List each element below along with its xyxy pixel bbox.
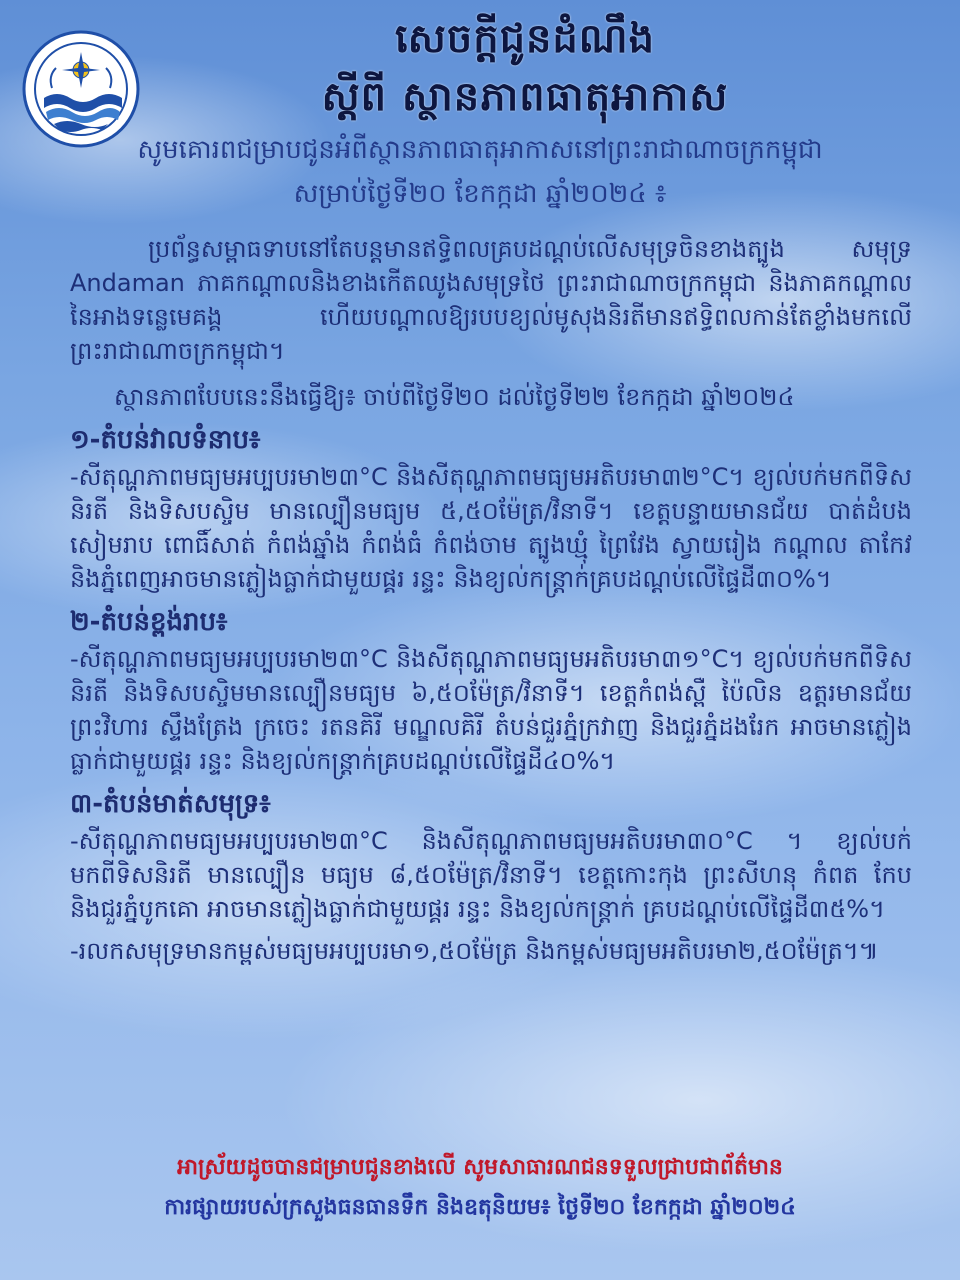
footer-publisher: ការផ្សាយរបស់ក្រសួងធនធានទឹក និងឧតុនិយម៖ ថ្ងៃទី២០ ខែកក្កដា ឆ្នាំ២០២៤	[164, 1195, 796, 1220]
wave-height-text: -រលកសមុទ្រមានកម្ពស់មធ្យមអប្បបរមា១,៥០ម៉ែត្រ និងកម្ពស់មធ្យមអតិបរមា២,៥០ម៉ែត្រ។៕	[70, 937, 879, 965]
footer	[30, 1148, 930, 1228]
forecast-period: ស្ថានភាពបែបនេះនឹងធ្វើឱ្យ៖ ចាប់ពីថ្ងៃទី២០ ដល់ថ្ងៃទី២២ ខែកក្កដា ឆ្នាំ២០២៤	[114, 383, 795, 411]
region-text-coastal: -សីតុណ្ហភាពមធ្យមអប្បបរមា២៣°C និងសីតុណ្ហភាពមធ្យមអតិបរមា៣០°C ។ ខ្យល់បក់មកពីទិសនិរតី មានល្បឿន មធ្យម ៨,៥០ម៉ែត្រ/វិនាទី។ ខេត្តកោះកុង ព្រះសីហនុ កំពត កែប និងជួរភ្នំបូកគោ អាចមានភ្លៀងធ្លាក់ជាមួយផ្គរ រន្ទះ និងខ្យល់កន្ត្រាក់ គ្របដណ្តប់លើផ្ទៃដី៣៥%។	[70, 827, 912, 923]
bulletin-content	[70, 232, 912, 974]
title-block	[150, 10, 900, 126]
page-title-line1: សេចក្តីជូនដំណឹង	[395, 16, 655, 62]
page-title-line2: ស្តីពី ស្ថានភាពធាតុអាកាស	[321, 74, 729, 120]
footer-notice: អាស្រ័យដូចបានជម្រាបជូនខាងលើ សូមសាធារណជនទទួលជ្រាបជាព័ត៌មាន	[177, 1155, 783, 1180]
region-title-lowland: ១-តំបន់វាលទំនាប៖	[70, 425, 261, 455]
intro-block	[40, 128, 920, 216]
intro-line1: សូមគោរពជម្រាបជូនអំពីស្ថានភាពធាតុអាកាសនៅព្រះរាជាណាចក្រកម្ពុជា	[137, 135, 823, 165]
region-title-coastal: ៣-តំបន់មាត់សមុទ្រ៖	[70, 789, 271, 819]
region-text-plateau: -សីតុណ្ហភាពមធ្យមអប្បបរមា២៣°C និងសីតុណ្ហភាពមធ្យមអតិបរមា៣១°C។ ខ្យល់បក់មកពីទិសនិរតី និងទិសបស្ចិមមានល្បឿនមធ្យម ៦,៥០ម៉ែត្រ/វិនាទី។ ខេត្តកំពង់ស្ពឺ ប៉ៃលិន ឧត្តរមានជ័យ ព្រះវិហារ ស្ទឹងត្រែង ក្រចេះ រតនគិរី មណ្ឌលគិរី តំបន់ជួរភ្នំក្រវាញ និងជួរភ្នំដងរែក អាចមានភ្លៀងធ្លាក់ជាមួយផ្គរ រន្ទះ និងខ្យល់កន្ត្រាក់គ្របដណ្តប់លើផ្ទៃដី៤០%។	[70, 645, 912, 775]
region-title-plateau: ២-តំបន់ខ្ពង់រាប៖	[70, 607, 228, 637]
synopsis-paragraph: ប្រព័ន្ធសម្ពាធទាបនៅតែបន្តមានឥទ្ធិពលគ្របដណ្តប់លើសមុទ្រចិនខាងត្បូង សមុទ្រ Andaman ភាគកណ្តាលនិងខាងកើតឈូងសមុទ្រថៃ ព្រះរាជាណាចក្រកម្ពុជា និងភាគកណ្តាលនៃអាងទន្លេមេគង្គ ហើយបណ្តាលឱ្យរបបខ្យល់មូសុងនិរតីមានឥទ្ធិពលកាន់តែខ្លាំងមកលើព្រះរាជាណាចក្រកម្ពុជា។	[70, 235, 912, 365]
intro-line2: សម្រាប់ថ្ងៃទី២០ ខែកក្កដា ឆ្នាំ២០២៤ ៖	[293, 179, 667, 209]
region-text-lowland: -សីតុណ្ហភាពមធ្យមអប្បបរមា២៣°C និងសីតុណ្ហភាពមធ្យមអតិបរមា៣២°C។ ខ្យល់បក់មកពីទិសនិរតី និងទិសបស្ចិម មានល្បឿនមធ្យម ៥,៥០ម៉ែត្រ/វិនាទី។ ខេត្តបន្ទាយមានជ័យ បាត់ដំបង សៀមរាប ពោធិ៍សាត់ កំពង់ឆ្នាំង កំពង់ធំ កំពង់ចាម ត្បូងឃ្មុំ ព្រៃវែង ស្វាយរៀង កណ្តាល តាកែវ និងភ្នំពេញអាចមានភ្លៀងធ្លាក់ជាមួយផ្គរ រន្ទះ និងខ្យល់កន្ត្រាក់គ្របដណ្តប់លើផ្ទៃដី៣០%។	[70, 463, 912, 593]
